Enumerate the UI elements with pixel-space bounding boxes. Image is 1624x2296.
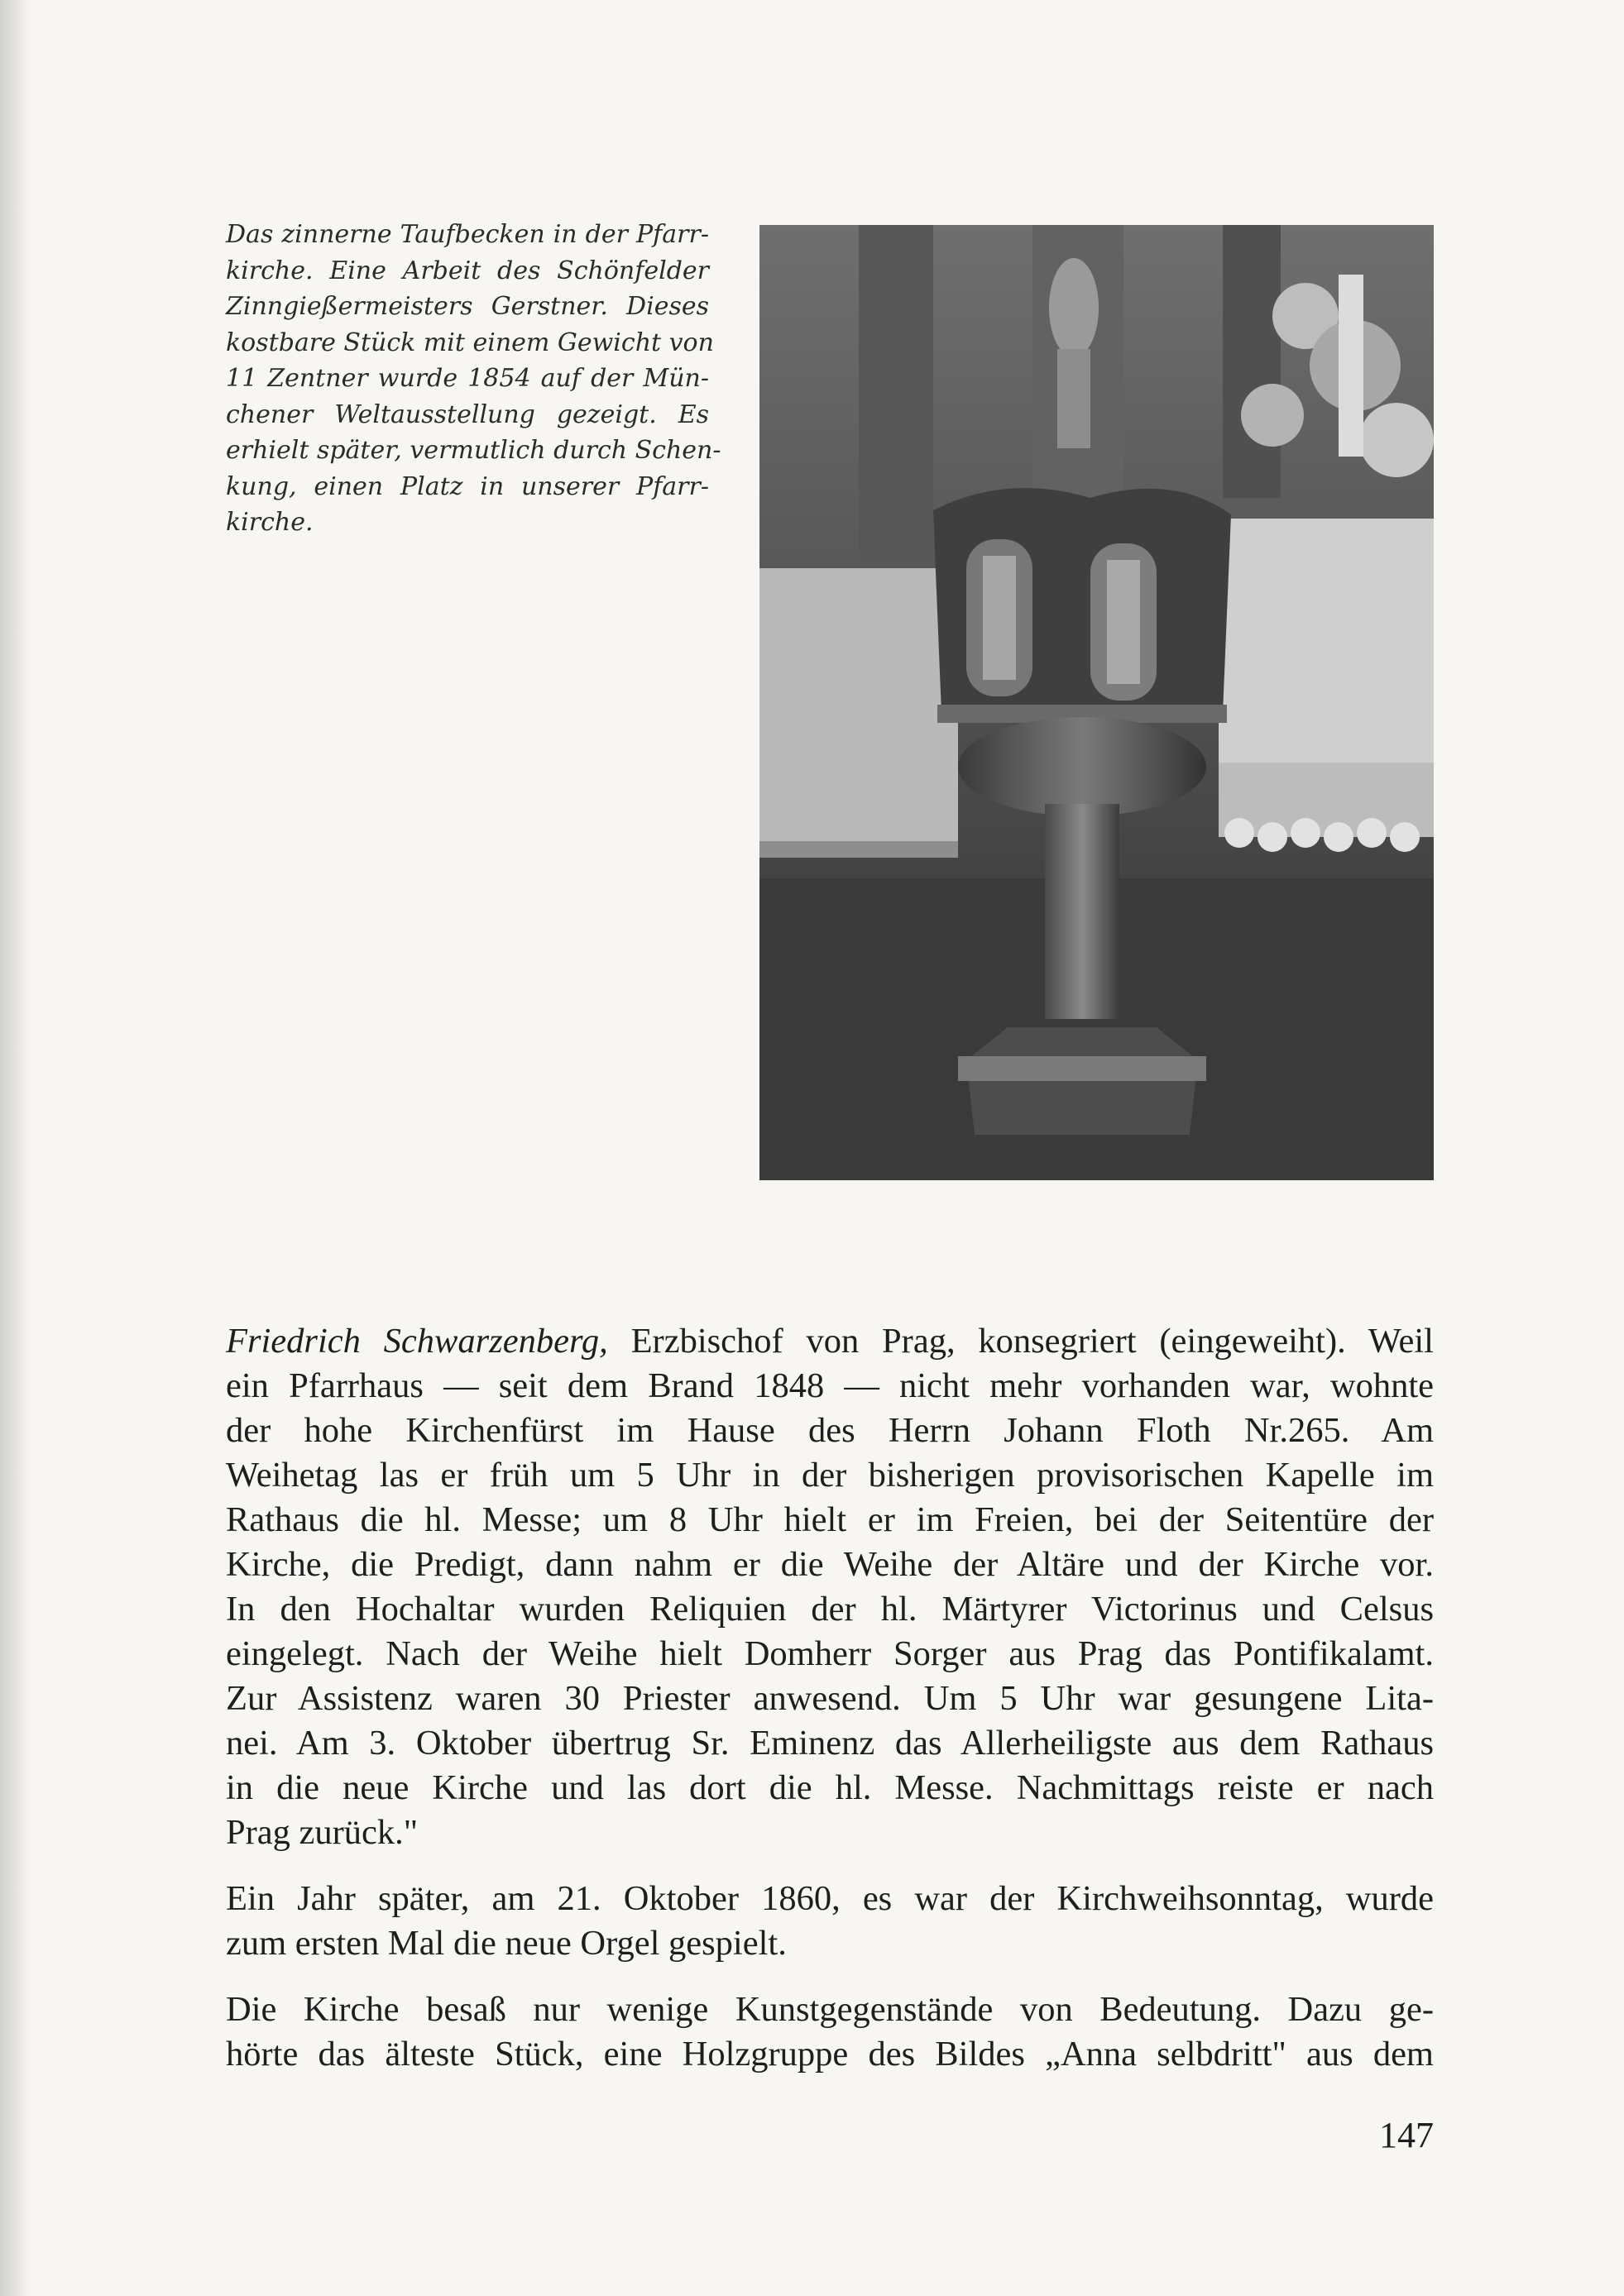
caption-line: 11 Zentner wurde 1854 auf der Mün- bbox=[226, 364, 709, 393]
text-line: ein Pfarrhaus — seit dem Brand 1848 — nicht mehr vorhanden war, wohnte bbox=[226, 1366, 1434, 1405]
caption-line: kostbare Stück mit einem Gewicht von bbox=[226, 328, 714, 357]
text-line: Rathaus die hl. Messe; um 8 Uhr hielt er im Freien, bei der Seitentüre der bbox=[226, 1500, 1434, 1539]
caption-line: kirche. Eine Arbeit des Schönfelder bbox=[226, 256, 709, 285]
text-line bbox=[226, 1319, 1434, 1364]
paragraph-gap bbox=[226, 1966, 1434, 1987]
caption-line: Das zinnerne Taufbecken in der Pfarr- bbox=[226, 220, 709, 249]
photo-illustration bbox=[759, 225, 1434, 1180]
text-line: Zur Assistenz waren 30 Priester anwesend. Um 5 Uhr war gesungene Lita- bbox=[226, 1679, 1434, 1718]
page-number: 147 bbox=[1379, 2115, 1434, 2155]
text-line: Kirche, die Predigt, dann nahm er die Weihe der Altäre und der Kirche vor. bbox=[226, 1545, 1434, 1584]
main-text bbox=[226, 1319, 1434, 2077]
caption-line: kung, einen Platz in unserer Pfarr- bbox=[226, 471, 709, 501]
text-line: nei. Am 3. Oktober übertrug Sr. Eminenz das Allerheiligste aus dem Rathaus bbox=[226, 1724, 1434, 1763]
text-line: In den Hochaltar wurden Reliquien der hl. Märtyrer Victorinus und Celsus bbox=[226, 1590, 1434, 1629]
text-fragment: Erzbischof von Prag, konsegriert (eingeweiht). Weil bbox=[607, 1322, 1434, 1361]
text-line: in die neue Kirche und las dort die hl. Messe. Nachmittags reiste er nach bbox=[226, 1768, 1434, 1807]
caption-line: kirche. bbox=[226, 508, 314, 537]
text-line: hörte das älteste Stück, eine Holzgruppe des Bildes „Anna selbdritt" aus dem bbox=[226, 2035, 1434, 2074]
text-line: zum ersten Mal die neue Orgel gespielt. bbox=[226, 1924, 787, 1963]
text-line: Prag zurück." bbox=[226, 1813, 419, 1852]
text-line: Weihetag las er früh um 5 Uhr in der bisherigen provisorischen Kapelle im bbox=[226, 1456, 1434, 1495]
photo-caption bbox=[226, 217, 721, 541]
person-name: Friedrich Schwarzenberg, bbox=[226, 1322, 608, 1361]
caption-line: erhielt später, vermutlich durch Schen- bbox=[226, 436, 721, 465]
caption-line: chener Weltausstellung gezeigt. Es bbox=[226, 399, 709, 429]
text-line: der hohe Kirchenfürst im Hause des Herrn Johann Floth Nr.265. Am bbox=[226, 1411, 1434, 1450]
caption-line: Zinngießermeisters Gerstner. Dieses bbox=[226, 292, 709, 321]
scan-edge-shadow bbox=[0, 0, 31, 2296]
baptismal-font-photo bbox=[759, 225, 1434, 1180]
text-line: Die Kirche besaß nur wenige Kunstgegenstände von Bedeutung. Dazu ge- bbox=[226, 1990, 1434, 2029]
paragraph-gap bbox=[226, 1855, 1434, 1877]
text-line: Ein Jahr später, am 21. Oktober 1860, es war der Kirchweihsonntag, wurde bbox=[226, 1879, 1434, 1918]
text-line: eingelegt. Nach der Weihe hielt Domherr Sorger aus Prag das Pontifikalamt. bbox=[226, 1634, 1434, 1673]
